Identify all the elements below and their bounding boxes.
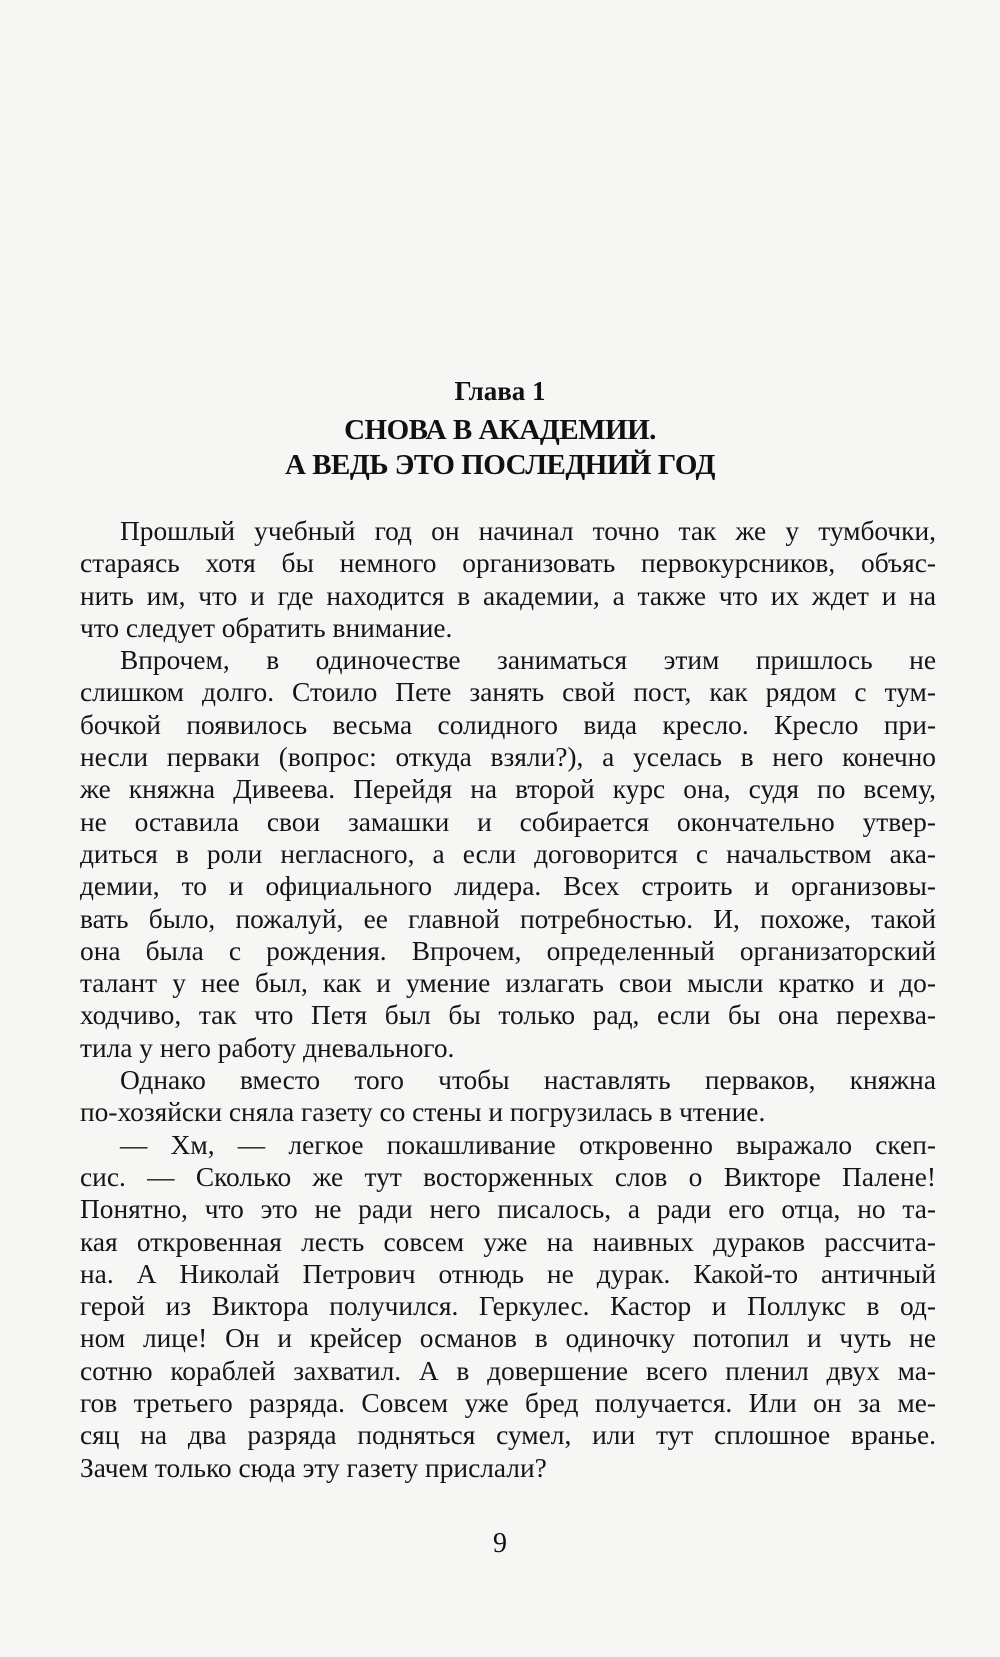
- text-line: бочкой появилось весьма солидного вида кресло. Кресло при-: [80, 709, 936, 740]
- text-line: Зачем только сюда эту газету прислали?: [80, 1452, 547, 1483]
- chapter-label: Глава 1: [454, 376, 546, 406]
- text-line: демии, то и официального лидера. Всех строить и организовы-: [80, 871, 936, 902]
- text-line: на. А Николай Петрович отнюдь не дурак. Какой-то античный: [80, 1258, 936, 1289]
- body-text: [80, 515, 936, 1484]
- text-line: тила у него работу дневального.: [80, 1032, 455, 1063]
- chapter-title-line-1: СНОВА В АКАДЕМИИ.: [344, 414, 656, 446]
- text-line: кая откровенная лесть совсем уже на наивных дураков рассчита-: [80, 1226, 936, 1257]
- page-number: 9: [493, 1528, 507, 1559]
- text-line: диться в роли негласного, а если договорится с начальством ака-: [80, 838, 936, 869]
- text-line: по-хозяйски сняла газету со стены и погрузилась в чтение.: [80, 1097, 766, 1128]
- text-line: сяц на два разряда подняться сумел, или тут сплошное вранье.: [80, 1420, 936, 1451]
- text-line: не оставила свои замашки и собирается окончательно утвер-: [80, 806, 936, 837]
- text-line: герой из Виктора получился. Геркулес. Кастор и Поллукс в од-: [80, 1291, 936, 1322]
- chapter-title-line-2: А ВЕДЬ ЭТО ПОСЛЕДНИЙ ГОД: [285, 449, 715, 481]
- text-line: сис. — Сколько же тут восторженных слов о Викторе Палене!: [80, 1161, 936, 1192]
- text-line: — Хм, — легкое покашливание откровенно выражало скеп-: [120, 1129, 936, 1160]
- text-line: сотню кораблей захватил. А в довершение всего пленил двух ма-: [80, 1355, 936, 1386]
- text-line: стараясь хотя бы немного организовать первокурсников, объяс-: [80, 548, 936, 579]
- text-line: Однако вместо того чтобы наставлять перваков, княжна: [120, 1065, 936, 1096]
- text-line: она была с рождения. Впрочем, определенный организаторский: [80, 935, 936, 966]
- text-line: Понятно, что это не ради него писалось, а ради его отца, но та-: [80, 1194, 936, 1225]
- text-line: гов третьего разряда. Совсем уже бред получается. Или он за ме-: [80, 1388, 936, 1419]
- text-line: нить им, что и где находится в академии, а также что их ждет и на: [80, 580, 936, 611]
- text-line: ходчиво, так что Петя был бы только рад, если бы она перехва-: [80, 1000, 936, 1031]
- text-line: ном лице! Он и крейсер османов в одиночку потопил и чуть не: [80, 1323, 936, 1354]
- text-line: несли перваки (вопрос: откуда взяли?), а уселась в него конечно: [80, 742, 936, 773]
- text-line: Прошлый учебный год он начинал точно так же у тумбочки,: [120, 516, 936, 546]
- text-line: вать было, пожалуй, ее главной потребностью. И, похоже, такой: [80, 903, 936, 934]
- text-line: Впрочем, в одиночестве заниматься этим пришлось не: [120, 645, 936, 676]
- text-line: слишком долго. Стоило Пете занять свой пост, как рядом с тум-: [80, 677, 936, 708]
- text-line: что следует обратить внимание.: [80, 612, 453, 643]
- text-line: талант у нее был, как и умение излагать свои мысли кратко и до-: [80, 968, 936, 999]
- text-line: же княжна Дивеева. Перейдя на второй курс она, судя по всему,: [80, 774, 936, 805]
